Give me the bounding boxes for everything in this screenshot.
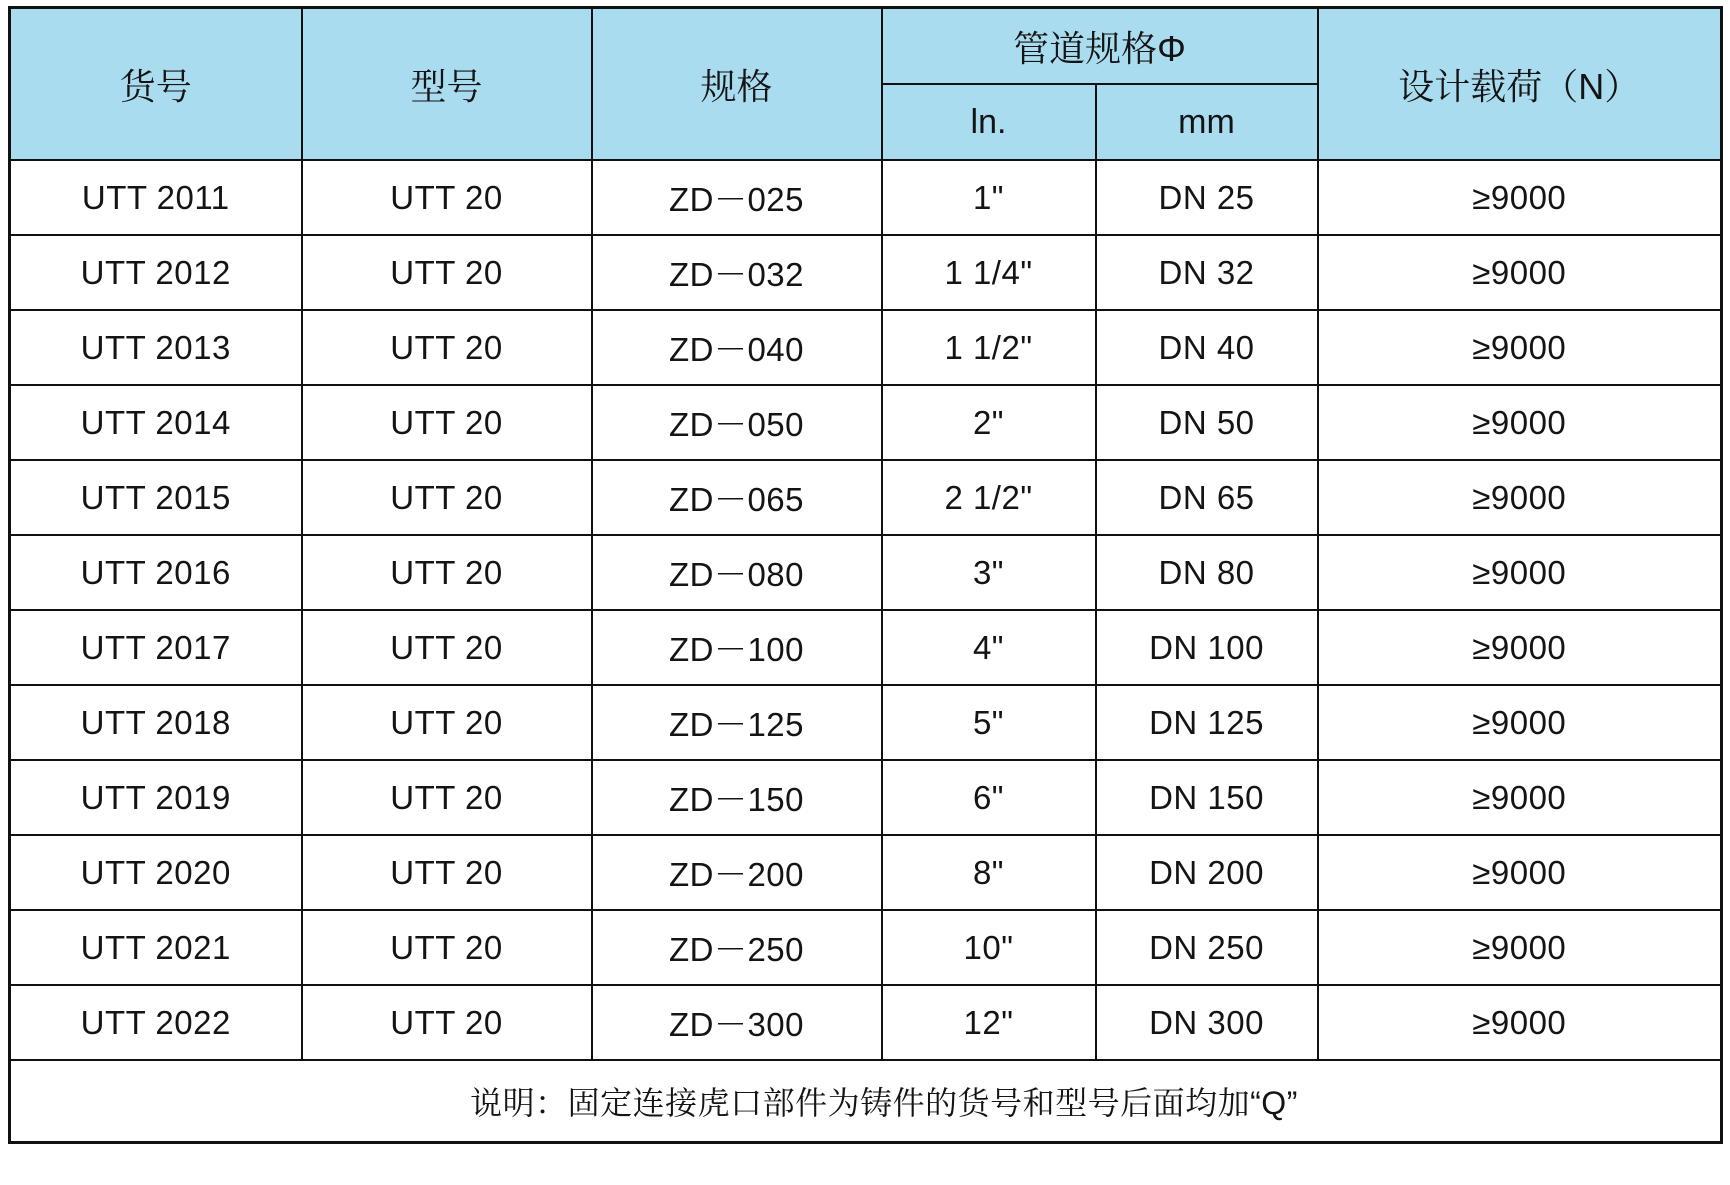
cell-pipe-mm: DN 250: [1096, 910, 1318, 985]
cell-code: UTT 2020: [10, 835, 302, 910]
table-row: [10, 610, 1722, 685]
cell-model: UTT 20: [302, 985, 592, 1060]
cell-code: UTT 2011: [10, 160, 302, 235]
cell-design-load: ≥9000: [1318, 160, 1722, 235]
cell-pipe-mm: DN 25: [1096, 160, 1318, 235]
cell-spec: ZD－065: [592, 460, 882, 535]
cell-design-load: ≥9000: [1318, 235, 1722, 310]
cell-model: UTT 20: [302, 385, 592, 460]
cell-model: UTT 20: [302, 310, 592, 385]
table-row: [10, 160, 1722, 235]
cell-pipe-inch: 1 1/2": [882, 310, 1096, 385]
cell-design-load: ≥9000: [1318, 910, 1722, 985]
table-row: [10, 460, 1722, 535]
cell-design-load: ≥9000: [1318, 535, 1722, 610]
cell-pipe-mm: DN 40: [1096, 310, 1318, 385]
table-header: [10, 8, 1722, 161]
table-note-row: [10, 1060, 1722, 1143]
cell-code: UTT 2017: [10, 610, 302, 685]
table-row: [10, 235, 1722, 310]
table-body: [10, 160, 1722, 1143]
cell-spec: ZD－025: [592, 160, 882, 235]
table-row: [10, 685, 1722, 760]
cell-model: UTT 20: [302, 610, 592, 685]
cell-pipe-inch: 5": [882, 685, 1096, 760]
cell-pipe-mm: DN 125: [1096, 685, 1318, 760]
cell-code: UTT 2019: [10, 760, 302, 835]
cell-spec: ZD－250: [592, 910, 882, 985]
table-note: 说明：固定连接虎口部件为铸件的货号和型号后面均加“Q”: [10, 1060, 1722, 1143]
cell-design-load: ≥9000: [1318, 610, 1722, 685]
cell-model: UTT 20: [302, 235, 592, 310]
cell-model: UTT 20: [302, 460, 592, 535]
cell-pipe-inch: 1": [882, 160, 1096, 235]
cell-model: UTT 20: [302, 910, 592, 985]
cell-pipe-mm: DN 50: [1096, 385, 1318, 460]
table-row: [10, 385, 1722, 460]
cell-pipe-inch: 4": [882, 610, 1096, 685]
cell-pipe-inch: 2": [882, 385, 1096, 460]
cell-spec: ZD－300: [592, 985, 882, 1060]
cell-model: UTT 20: [302, 160, 592, 235]
cell-pipe-mm: DN 100: [1096, 610, 1318, 685]
cell-spec: ZD－032: [592, 235, 882, 310]
cell-model: UTT 20: [302, 760, 592, 835]
cell-pipe-mm: DN 300: [1096, 985, 1318, 1060]
table-row: [10, 310, 1722, 385]
column-header-spec: 规格: [592, 8, 882, 161]
table-row: [10, 535, 1722, 610]
cell-design-load: ≥9000: [1318, 685, 1722, 760]
cell-design-load: ≥9000: [1318, 385, 1722, 460]
cell-code: UTT 2022: [10, 985, 302, 1060]
cell-model: UTT 20: [302, 685, 592, 760]
cell-spec: ZD－080: [592, 535, 882, 610]
cell-code: UTT 2021: [10, 910, 302, 985]
cell-pipe-inch: 12": [882, 985, 1096, 1060]
column-header-pipe-size-group: 管道规格Φ: [882, 8, 1318, 85]
cell-code: UTT 2015: [10, 460, 302, 535]
cell-pipe-mm: DN 80: [1096, 535, 1318, 610]
cell-design-load: ≥9000: [1318, 460, 1722, 535]
table-row: [10, 835, 1722, 910]
column-header-model: 型号: [302, 8, 592, 161]
cell-pipe-inch: 1 1/4": [882, 235, 1096, 310]
cell-spec: ZD－100: [592, 610, 882, 685]
cell-code: UTT 2018: [10, 685, 302, 760]
column-header-design-load: 设计载荷（N）: [1318, 8, 1722, 161]
cell-pipe-mm: DN 65: [1096, 460, 1318, 535]
table-row: [10, 985, 1722, 1060]
column-header-code: 货号: [10, 8, 302, 161]
cell-code: UTT 2013: [10, 310, 302, 385]
cell-pipe-inch: 10": [882, 910, 1096, 985]
cell-spec: ZD－050: [592, 385, 882, 460]
cell-code: UTT 2012: [10, 235, 302, 310]
cell-code: UTT 2014: [10, 385, 302, 460]
pipe-spec-table: [8, 6, 1723, 1144]
cell-spec: ZD－125: [592, 685, 882, 760]
cell-pipe-mm: DN 150: [1096, 760, 1318, 835]
cell-pipe-mm: DN 200: [1096, 835, 1318, 910]
cell-pipe-inch: 6": [882, 760, 1096, 835]
cell-design-load: ≥9000: [1318, 760, 1722, 835]
cell-pipe-mm: DN 32: [1096, 235, 1318, 310]
cell-design-load: ≥9000: [1318, 835, 1722, 910]
cell-spec: ZD－150: [592, 760, 882, 835]
cell-model: UTT 20: [302, 835, 592, 910]
cell-spec: ZD－200: [592, 835, 882, 910]
cell-model: UTT 20: [302, 535, 592, 610]
header-row-1: [10, 8, 1722, 85]
table-row: [10, 910, 1722, 985]
column-header-pipe-mm: mm: [1096, 84, 1318, 160]
cell-pipe-inch: 3": [882, 535, 1096, 610]
cell-design-load: ≥9000: [1318, 985, 1722, 1060]
cell-design-load: ≥9000: [1318, 310, 1722, 385]
table-row: [10, 760, 1722, 835]
cell-code: UTT 2016: [10, 535, 302, 610]
cell-pipe-inch: 8": [882, 835, 1096, 910]
column-header-pipe-inch: ln.: [882, 84, 1096, 160]
cell-pipe-inch: 2 1/2": [882, 460, 1096, 535]
cell-spec: ZD－040: [592, 310, 882, 385]
